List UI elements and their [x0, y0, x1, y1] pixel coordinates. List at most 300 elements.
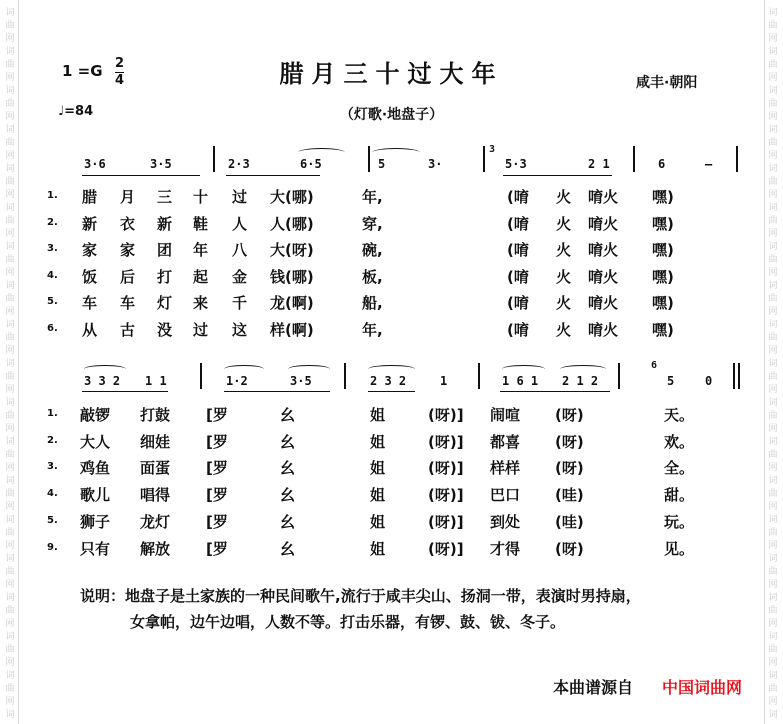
- watermark-char: 网: [5, 463, 15, 473]
- explanation-line-2: 女拿帕，边午边唱，人数不等。打击乐器，有锣、鼓、钹、冬子。: [130, 613, 566, 631]
- watermark-char: 曲: [768, 411, 778, 421]
- lyric-cell: 嘿): [652, 294, 674, 312]
- lyric-cell: [罗: [206, 459, 228, 478]
- note-group: 2·3: [228, 157, 250, 171]
- watermark-char: 曲: [5, 99, 15, 109]
- lyric-cell: (唷: [507, 294, 529, 312]
- verse-number: 5.: [47, 296, 58, 307]
- lyric-cell: 起: [193, 267, 209, 286]
- footer-site-link[interactable]: 中国词曲网: [662, 678, 743, 697]
- watermark-char: 词: [768, 320, 778, 330]
- note-group: 3: [489, 144, 496, 155]
- lyric-cell: (呀): [555, 459, 584, 478]
- watermark-char: 网: [5, 307, 15, 317]
- watermark-char: 网: [768, 346, 778, 356]
- slur: [372, 148, 420, 157]
- watermark-char: 曲: [5, 294, 15, 304]
- watermark-char: 网: [5, 73, 15, 83]
- lyric-cell: 歌儿: [80, 486, 111, 505]
- song-region: 咸丰·朝阳: [636, 75, 698, 91]
- verse-number: 2.: [47, 216, 58, 228]
- watermark-char: 曲: [5, 333, 15, 343]
- watermark-char: 网: [5, 112, 15, 122]
- watermark-char: 词: [5, 203, 15, 213]
- watermark-char: 曲: [768, 177, 778, 187]
- beam-underline: [224, 391, 330, 392]
- watermark-char: 曲: [5, 21, 15, 31]
- lyric-cell: 都喜: [490, 432, 521, 451]
- watermark-char: 曲: [768, 450, 778, 460]
- lyric-cell: 嘿): [652, 320, 674, 339]
- watermark-char: 词: [5, 125, 15, 135]
- watermark-char: 词: [5, 398, 15, 408]
- watermark-char: 曲: [5, 411, 15, 421]
- lyric-cell: 新: [82, 214, 98, 233]
- note-group: 1·2: [226, 374, 248, 388]
- watermark-char: 词: [768, 125, 778, 135]
- lyric-cell: 唷火: [588, 241, 619, 259]
- lyric-cell: 来: [193, 294, 209, 312]
- watermark-char: 网: [5, 424, 15, 434]
- lyric-cell: 板,: [362, 267, 383, 286]
- lyric-cell: 火: [556, 188, 572, 206]
- explanation-line-1: 说明：地盘子是土家族的一种民间歌午,流行于咸丰尖山、扬洞一带，表演时男持扇，: [80, 587, 641, 605]
- verse-number: 6.: [47, 322, 58, 334]
- lyric-cell: 幺: [280, 406, 296, 424]
- watermark-char: 网: [768, 268, 778, 278]
- lyric-cell: (唷: [507, 241, 529, 259]
- note-group: —: [705, 157, 713, 171]
- lyric-cell: [罗: [206, 539, 228, 558]
- lyric-cell: (唷: [507, 188, 529, 206]
- lyric-cell: [罗: [206, 512, 228, 531]
- lyric-cell: 人: [232, 214, 248, 233]
- lyric-cell: 过: [232, 188, 248, 206]
- verse-number: 3.: [47, 243, 58, 254]
- lyric-cell: (唷: [507, 214, 529, 233]
- watermark-char: 曲: [768, 645, 778, 655]
- watermark-char: 网: [768, 697, 778, 707]
- lyric-cell: [罗: [206, 432, 228, 451]
- note-group: 1 6 1: [502, 374, 539, 388]
- lyric-cell: 嘿): [652, 214, 674, 233]
- lyric-cell: (呀)]: [428, 486, 464, 505]
- lyric-cell: 幺: [280, 432, 296, 451]
- watermark-char: 曲: [768, 216, 778, 226]
- watermark-char: 网: [5, 541, 15, 551]
- beam-underline: [82, 391, 168, 392]
- watermark-char: 词: [5, 86, 15, 96]
- watermark-char: 网: [768, 307, 778, 317]
- lyric-cell: 狮子: [80, 512, 111, 531]
- lyric-cell: 细娃: [140, 432, 171, 451]
- watermark-char: 曲: [5, 567, 15, 577]
- watermark-char: 曲: [768, 255, 778, 265]
- bar-line: [733, 363, 735, 389]
- lyric-cell: 大人: [80, 432, 111, 451]
- note-group: 3 3 2: [84, 374, 121, 388]
- lyric-cell: 龙灯: [140, 512, 171, 531]
- watermark-char: 词: [768, 359, 778, 369]
- lyric-cell: 火: [556, 267, 572, 286]
- watermark-char: 曲: [5, 138, 15, 148]
- lyric-cell: 古: [120, 320, 136, 339]
- lyric-cell: 火: [556, 214, 572, 233]
- watermark-char: 词: [768, 8, 778, 18]
- tempo-marking: ♩=84: [58, 104, 94, 119]
- key-signature: 1 =G: [62, 62, 103, 80]
- beam-underline: [500, 391, 610, 392]
- verse-number: 3.: [47, 461, 58, 473]
- watermark-char: 词: [768, 281, 778, 291]
- watermark-char: 词: [768, 515, 778, 525]
- watermark-char: 网: [768, 385, 778, 395]
- watermark-char: 网: [768, 463, 778, 473]
- slur: [502, 365, 545, 373]
- watermark-char: 网: [768, 151, 778, 161]
- watermark-char: 词: [768, 437, 778, 447]
- lyric-cell: (呀): [555, 432, 584, 451]
- lyric-cell: 甜。: [664, 486, 695, 505]
- note-group: 2 1: [588, 157, 610, 171]
- watermark-char: 曲: [5, 684, 15, 694]
- lyric-cell: 姐: [370, 432, 386, 451]
- note-group: 2 1 2: [562, 374, 599, 388]
- lyric-cell: 打: [157, 267, 173, 286]
- note-group: 3·: [428, 157, 443, 171]
- lyric-cell: 嘿): [652, 188, 674, 206]
- lyric-cell: (呀)]: [428, 512, 464, 531]
- lyric-cell: 唷火: [588, 188, 619, 206]
- lyric-cell: (唷: [507, 267, 529, 286]
- lyric-cell: 嘿): [652, 267, 674, 286]
- watermark-char: 曲: [5, 606, 15, 616]
- watermark-char: 网: [5, 346, 15, 356]
- lyric-cell: 鞋: [193, 214, 209, 233]
- watermark-char: 词: [768, 671, 778, 681]
- lyric-cell: (呀)]: [428, 539, 464, 558]
- lyric-cell: 人(哪): [270, 214, 314, 233]
- watermark-char: 网: [5, 580, 15, 590]
- lyric-cell: 火: [556, 320, 572, 339]
- bar-line: [738, 363, 740, 389]
- song-title: 腊月三十过大年: [279, 60, 504, 88]
- watermark-char: 网: [5, 34, 15, 44]
- note-group: 3·5: [290, 374, 312, 388]
- note-group: 5: [378, 157, 386, 171]
- watermark-char: 词: [5, 320, 15, 330]
- lyric-cell: 后: [120, 267, 136, 286]
- lyric-cell: 年: [193, 241, 209, 259]
- beam-underline: [82, 175, 200, 176]
- lyric-cell: 样(啊): [270, 320, 314, 339]
- lyric-cell: 饭: [82, 267, 98, 286]
- lyric-cell: 幺: [280, 512, 296, 531]
- lyric-cell: 天。: [664, 406, 695, 424]
- lyric-cell: 钱(哪): [270, 267, 314, 286]
- watermark-char: 词: [5, 164, 15, 174]
- lyric-cell: 解放: [140, 539, 171, 558]
- slur: [560, 365, 606, 373]
- lyric-cell: 八: [232, 241, 248, 259]
- watermark-char: 网: [768, 34, 778, 44]
- watermark-char: 曲: [5, 372, 15, 382]
- beam-underline: [368, 391, 415, 392]
- watermark-char: 曲: [768, 489, 778, 499]
- watermark-char: 词: [768, 86, 778, 96]
- lyric-cell: 没: [157, 320, 173, 339]
- watermark-char: 曲: [5, 60, 15, 70]
- watermark-char: 网: [768, 502, 778, 512]
- watermark-char: 网: [768, 541, 778, 551]
- lyric-cell: 姐: [370, 539, 386, 558]
- watermark-char: 词: [5, 281, 15, 291]
- watermark-char: 网: [5, 229, 15, 239]
- watermark-char: 曲: [768, 606, 778, 616]
- watermark-char: 网: [768, 112, 778, 122]
- lyric-cell: 玩。: [664, 512, 695, 531]
- lyric-cell: 腊: [82, 188, 98, 206]
- lyric-cell: 从: [82, 320, 98, 339]
- watermark-char: 曲: [5, 177, 15, 187]
- watermark-char: 词: [5, 515, 15, 525]
- bar-line: [344, 363, 346, 389]
- lyric-cell: 金: [232, 267, 248, 286]
- lyric-cell: (唷: [507, 320, 529, 339]
- watermark-char: 词: [768, 554, 778, 564]
- slur: [224, 365, 264, 373]
- lyric-cell: 灯: [157, 294, 173, 312]
- slur: [368, 365, 415, 373]
- watermark-char: 词: [5, 593, 15, 603]
- lyric-cell: 这: [232, 320, 248, 339]
- bar-line: [200, 363, 202, 389]
- lyric-cell: 唷火: [588, 294, 619, 312]
- lyric-cell: (哇): [555, 486, 584, 505]
- lyric-cell: 龙(啊): [270, 294, 314, 312]
- watermark-char: 曲: [768, 333, 778, 343]
- lyric-cell: 车: [82, 294, 98, 312]
- verse-number: 9.: [47, 541, 58, 553]
- lyric-cell: (呀)]: [428, 406, 464, 424]
- watermark-char: 网: [768, 580, 778, 590]
- note-group: 1: [440, 374, 448, 388]
- lyric-cell: 月: [120, 188, 136, 206]
- slur: [288, 365, 330, 373]
- lyric-cell: 幺: [280, 539, 296, 558]
- lyric-cell: 面蛋: [140, 459, 171, 478]
- watermark-char: 词: [768, 632, 778, 642]
- lyric-cell: 唷火: [588, 267, 619, 286]
- lyric-cell: 幺: [280, 459, 296, 478]
- song-genre: （灯歌·地盘子）: [339, 107, 444, 123]
- lyric-cell: 姐: [370, 459, 386, 478]
- watermark-char: 词: [768, 710, 778, 720]
- note-group: 6: [658, 157, 666, 171]
- time-top: 2: [115, 56, 125, 71]
- lyric-cell: 全。: [664, 459, 695, 478]
- watermark-char: 词: [768, 47, 778, 57]
- watermark-char: 曲: [5, 450, 15, 460]
- lyric-cell: 千: [232, 294, 248, 312]
- watermark-char: 曲: [768, 60, 778, 70]
- bar-line: [478, 363, 480, 389]
- lyric-cell: 姐: [370, 406, 386, 424]
- watermark-char: 曲: [5, 216, 15, 226]
- watermark-char: 曲: [768, 372, 778, 382]
- lyric-cell: 幺: [280, 486, 296, 505]
- watermark-char: 曲: [768, 138, 778, 148]
- lyric-cell: 唷火: [588, 214, 619, 233]
- watermark-char: 曲: [768, 99, 778, 109]
- slur: [298, 148, 345, 157]
- watermark-char: 词: [768, 242, 778, 252]
- footer-source-label: 本曲谱源自: [553, 678, 634, 697]
- verse-number: 1.: [47, 190, 58, 201]
- lyric-cell: (呀)]: [428, 459, 464, 478]
- verse-number: 4.: [47, 488, 58, 500]
- lyric-cell: 车: [120, 294, 136, 312]
- watermark-char: 词: [768, 164, 778, 174]
- lyric-cell: 大(哪): [270, 188, 314, 206]
- watermark-char: 网: [5, 151, 15, 161]
- watermark-char: 网: [5, 190, 15, 200]
- note-group: 6: [651, 360, 658, 371]
- watermark-char: 网: [5, 658, 15, 668]
- bar-line: [618, 363, 620, 389]
- watermark-char: 曲: [768, 528, 778, 538]
- time-bottom: 4: [115, 73, 125, 88]
- bar-line: [483, 146, 485, 172]
- lyric-cell: (呀)]: [428, 432, 464, 451]
- watermark-char: 曲: [5, 489, 15, 499]
- watermark-char: 网: [5, 385, 15, 395]
- watermark-char: 词: [5, 359, 15, 369]
- lyric-cell: 大(呀): [270, 241, 314, 259]
- note-group: 3·5: [150, 157, 172, 171]
- lyric-cell: (呀): [555, 539, 584, 558]
- lyric-cell: 闹喧: [490, 406, 521, 424]
- watermark-char: 网: [5, 619, 15, 629]
- slur: [84, 365, 126, 373]
- lyric-cell: 火: [556, 241, 572, 259]
- watermark-char: 网: [5, 268, 15, 278]
- lyric-cell: 过: [193, 320, 209, 339]
- bar-line: [736, 146, 738, 172]
- watermark-char: 词: [5, 554, 15, 564]
- verse-number: 1.: [47, 408, 58, 419]
- watermark-char: 曲: [768, 684, 778, 694]
- lyric-cell: 欢。: [664, 432, 695, 451]
- bar-line: [368, 146, 370, 172]
- lyric-cell: 年,: [362, 320, 383, 339]
- lyric-cell: 唱得: [140, 486, 171, 505]
- note-group: 6·5: [300, 157, 322, 171]
- beam-underline: [503, 175, 612, 176]
- watermark-char: 词: [5, 47, 15, 57]
- lyric-cell: 家: [120, 241, 136, 259]
- lyric-cell: 十: [193, 188, 209, 206]
- note-group: 5: [667, 374, 675, 388]
- watermark-char: 词: [5, 8, 15, 18]
- lyric-cell: (哇): [555, 512, 584, 531]
- lyric-cell: 打鼓: [140, 406, 171, 424]
- lyric-cell: 姐: [370, 486, 386, 505]
- watermark-char: 网: [768, 229, 778, 239]
- lyric-cell: 姐: [370, 512, 386, 531]
- lyric-cell: 唷火: [588, 320, 619, 339]
- lyric-cell: 三: [157, 188, 173, 206]
- watermark-char: 曲: [768, 21, 778, 31]
- lyric-cell: 衣: [120, 214, 136, 233]
- watermark-char: 曲: [5, 645, 15, 655]
- lyric-cell: 巴口: [490, 486, 521, 505]
- lyric-cell: 敲锣: [80, 406, 111, 424]
- watermark-char: 网: [5, 697, 15, 707]
- beam-underline: [226, 175, 320, 176]
- watermark-char: 曲: [768, 567, 778, 577]
- watermark-char: 网: [768, 658, 778, 668]
- note-group: 1 1: [145, 374, 167, 388]
- lyric-cell: 新: [157, 214, 173, 233]
- lyric-cell: [罗: [206, 406, 228, 424]
- watermark-char: 词: [5, 671, 15, 681]
- watermark-char: 网: [768, 73, 778, 83]
- note-group: 0: [705, 374, 713, 388]
- lyric-cell: 年,: [362, 188, 383, 206]
- watermark-char: 词: [5, 437, 15, 447]
- lyric-cell: 船,: [362, 294, 383, 312]
- watermark-char: 曲: [5, 255, 15, 265]
- watermark-char: 网: [768, 619, 778, 629]
- watermark-char: 曲: [768, 294, 778, 304]
- lyric-cell: 才得: [490, 539, 521, 558]
- watermark-char: 曲: [5, 528, 15, 538]
- lyric-cell: 只有: [80, 539, 111, 558]
- watermark-char: 词: [768, 398, 778, 408]
- lyric-cell: 到处: [490, 512, 521, 531]
- lyric-cell: 鸡鱼: [80, 459, 111, 478]
- bar-line: [213, 146, 215, 172]
- lyric-cell: 见。: [664, 539, 695, 558]
- lyric-cell: 穿,: [362, 214, 383, 233]
- lyric-cell: 样样: [490, 459, 521, 478]
- watermark-char: 词: [5, 632, 15, 642]
- watermark-char: 词: [5, 476, 15, 486]
- watermark-char: 网: [768, 424, 778, 434]
- watermark-char: 词: [5, 710, 15, 720]
- watermark-char: 词: [768, 593, 778, 603]
- note-group: 5·3: [505, 157, 527, 171]
- watermark-char: 网: [5, 502, 15, 512]
- lyric-cell: 碗,: [362, 241, 383, 259]
- lyric-cell: (呀): [555, 406, 584, 424]
- note-group: 3·6: [84, 157, 106, 171]
- lyric-cell: [罗: [206, 486, 228, 505]
- bar-line: [633, 146, 635, 172]
- lyric-cell: 团: [157, 241, 173, 259]
- lyric-cell: 火: [556, 294, 572, 312]
- note-group: 2 3 2: [370, 374, 407, 388]
- watermark-char: 词: [5, 242, 15, 252]
- lyric-cell: 家: [82, 241, 98, 259]
- watermark-char: 词: [768, 476, 778, 486]
- watermark-char: 词: [768, 203, 778, 213]
- watermark-char: 网: [768, 190, 778, 200]
- verse-number: 2.: [47, 434, 58, 446]
- verse-number: 5.: [47, 514, 58, 526]
- verse-number: 4.: [47, 269, 58, 281]
